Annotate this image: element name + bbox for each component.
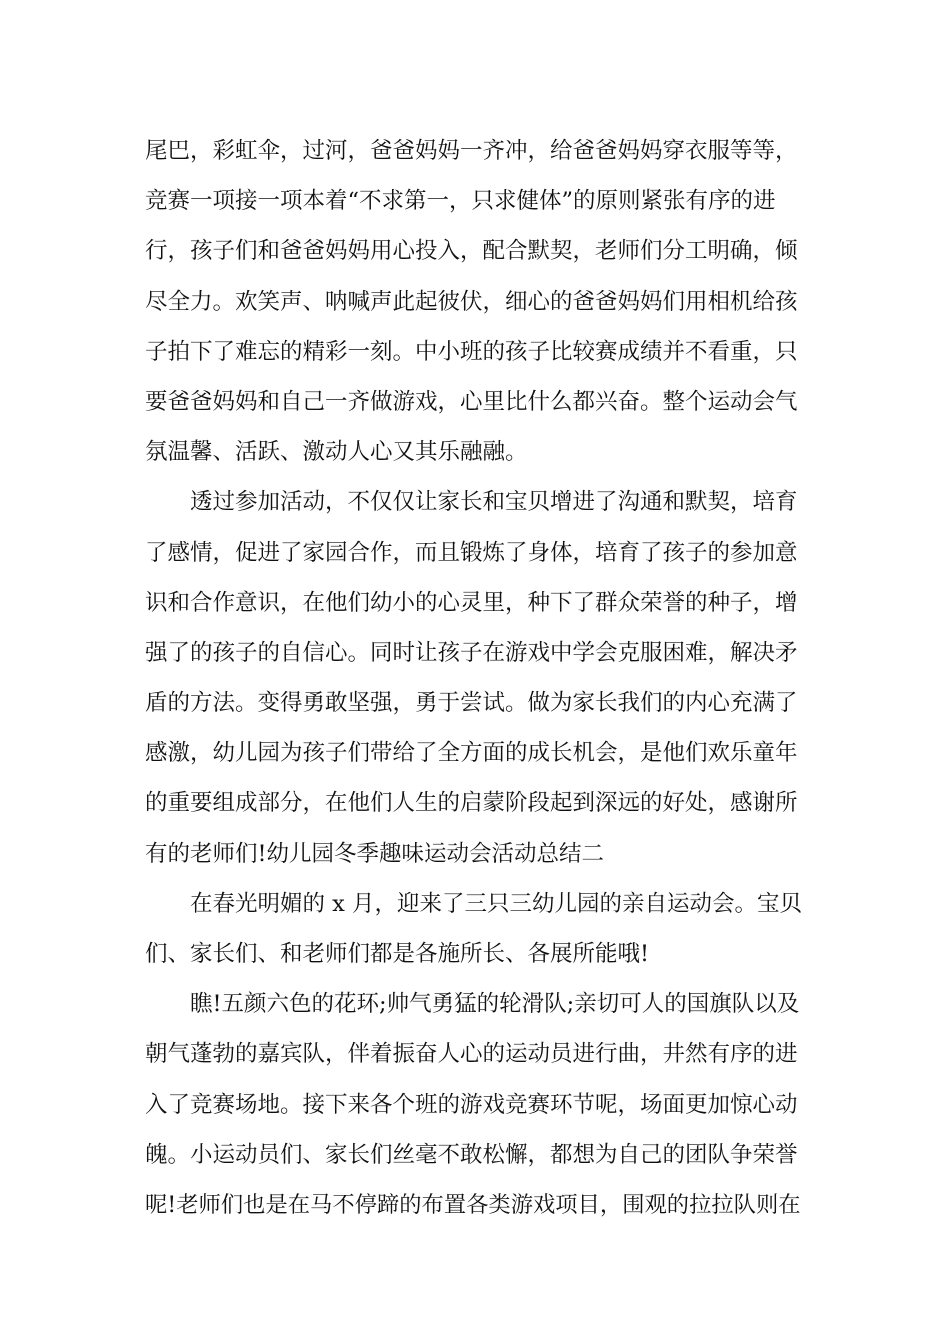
text-line: 要爸爸妈妈和自己一齐做游戏，心里比什么都兴奋。整个运动会气 xyxy=(145,388,798,415)
text-line: 盾的方法。变得勇敢坚强，勇于尝试。做为家长我们的内心充满了 xyxy=(145,690,798,717)
text-line: 强了的孩子的自信心。同时让孩子在游戏中学会克服困难，解决矛 xyxy=(145,639,798,666)
text-line: 魄。小运动员们、家长们丝毫不敢松懈，都想为自己的团队争荣誉 xyxy=(145,1141,798,1168)
text-line: 们、家长们、和老师们都是各施所长、各展所能哦! xyxy=(145,941,650,967)
text-line: 竞赛一项接一项本着“不求第一，只求健体”的原则紧张有序的进 xyxy=(145,188,776,215)
text-line: 识和合作意识，在他们幼小的心灵里，种下了群众荣誉的种子，增 xyxy=(145,589,798,616)
document-body xyxy=(145,126,805,1230)
text-line: 的重要组成部分，在他们人生的启蒙阶段起到深远的好处，感谢所 xyxy=(145,790,798,817)
paragraph-first-line: 透过参加活动，不仅仅让家长和宝贝增进了沟通和默契，培育 xyxy=(190,489,798,516)
text-line: 子拍下了难忘的精彩一刻。中小班的孩子比较赛成绩并不看重，只 xyxy=(145,338,798,365)
text-line: 了感情，促进了家园合作，而且锻炼了身体，培育了孩子的参加意 xyxy=(145,539,798,566)
text-line: 有的老师们!幼儿园冬季趣味运动会活动总结二 xyxy=(145,840,605,867)
text-line: 尽全力。欢笑声、呐喊声此起彼伏，细心的爸爸妈妈们用相机给孩 xyxy=(145,288,798,315)
text-line: 氛温馨、活跃、激动人心又其乐融融。 xyxy=(145,439,528,466)
paragraph-first-line: 在春光明媚的 x 月，迎来了三只三幼儿园的亲自运动会。宝贝 xyxy=(190,890,802,917)
text-line: 感激，幼儿园为孩子们带给了全方面的成长机会，是他们欢乐童年 xyxy=(145,740,798,767)
text-line: 尾巴，彩虹伞，过河，爸爸妈妈一齐冲，给爸爸妈妈穿衣服等等， xyxy=(145,138,798,164)
text-line: 朝气蓬勃的嘉宾队，伴着振奋人心的运动员进行曲，井然有序的进 xyxy=(145,1041,798,1068)
text-line: 呢!老师们也是在马不停蹄的布置各类游戏项目，围观的拉拉队则在 xyxy=(145,1191,801,1218)
paragraph-first-line: 瞧!五颜六色的花环;帅气勇猛的轮滑队;亲切可人的国旗队以及 xyxy=(190,991,800,1018)
text-line: 入了竞赛场地。接下来各个班的游戏竞赛环节呢，场面更加惊心动 xyxy=(145,1091,798,1118)
text-line: 行，孩子们和爸爸妈妈用心投入，配合默契，老师们分工明确，倾 xyxy=(145,238,798,265)
